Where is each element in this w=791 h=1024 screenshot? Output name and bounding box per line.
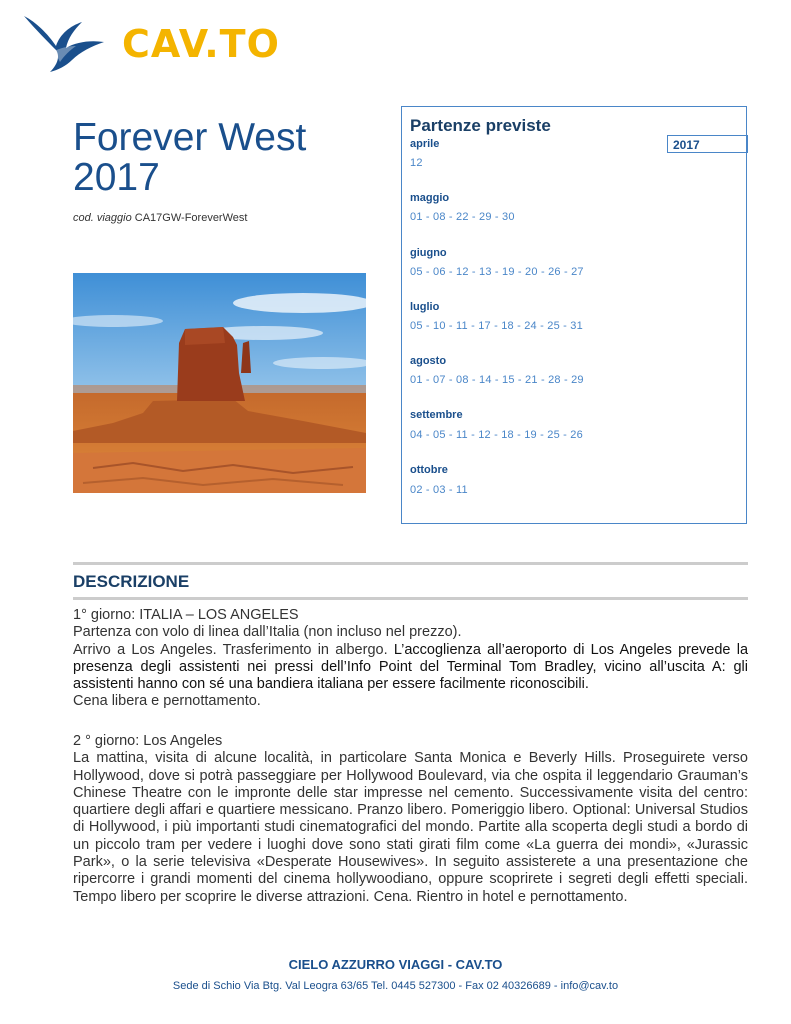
logo-text: CAV.TO xyxy=(122,22,280,66)
day-1-arrival: Arrivo a Los Angeles. Trasferimento in albergo. xyxy=(73,641,394,658)
month-luglio: luglio xyxy=(410,301,440,313)
monument-valley-photo xyxy=(73,273,366,493)
days-agosto: 01 - 07 - 08 - 14 - 15 - 21 - 28 - 29 xyxy=(410,374,584,386)
day-2-title: 2 ° giorno: Los Angeles xyxy=(73,733,223,749)
description-heading: DESCRIZIONE xyxy=(73,572,190,591)
days-giugno: 05 - 06 - 12 - 13 - 19 - 20 - 26 - 27 xyxy=(410,266,584,278)
days-ottobre: 02 - 03 - 11 xyxy=(410,484,468,496)
day-1-line-3: Cena libera e pernottamento. xyxy=(73,693,261,710)
departures-box xyxy=(401,106,747,524)
day-1-line-1: Partenza con volo di linea dall’Italia (non incluso nel prezzo). xyxy=(73,624,462,641)
days-maggio: 01 - 08 - 22 - 29 - 30 xyxy=(410,211,515,223)
title-line-2: 2017 xyxy=(73,156,160,199)
month-aprile: aprile xyxy=(410,138,440,150)
footer-company: CIELO AZZURRO VIAGGI - CAV.TO xyxy=(288,957,503,972)
divider-top xyxy=(73,562,748,565)
month-agosto: agosto xyxy=(410,355,447,367)
month-ottobre: ottobre xyxy=(410,464,448,476)
day-2-text: La mattina, visita di alcune località, in particolare Santa Monica e Beverly Hills. Proseguirete verso Hollywood, dove si potrà passeggiare per Hollywood Boulevard, via che ospita il leggendario Grauman’s Chinese Theatre con le impronte delle star impresse nel cemento. Successivamente visita del centro: quartiere degli affari e quartiere messicano. Pranzo libero. Pomeriggio libero. Optional: Universal Studios di Hollywood, i più importanti studi cinematografici del mondo. Partite alla scoperta degli studi a bordo di un piccolo tram per vedere i luoghi dove sono stati girati film come «La guerra dei mondi», «Jurassic Park», o la serie televisiva «Desperate Housewives». In seguito assisterete a una presentazione che ripercorre i grandi momenti del cinema hollywoodiano, oppure scoprirete i segreti degli effetti speciali. Tempo libero per scoprire le diverse attrazioni. Cena. Rientro in hotel e pernottamento. xyxy=(73,750,748,905)
day-1-title: 1° giorno: ITALIA – LOS ANGELES xyxy=(73,607,299,623)
days-aprile: 12 xyxy=(410,157,423,169)
month-giugno: giugno xyxy=(410,247,447,259)
trip-code-value: CA17GW-ForeverWest xyxy=(134,212,248,224)
trip-code-label: cod. viaggio xyxy=(73,212,132,224)
day-1-line-2 xyxy=(73,642,748,694)
day-1-section xyxy=(73,607,748,711)
month-maggio: maggio xyxy=(410,192,450,204)
trip-code xyxy=(73,212,247,224)
year-tab[interactable]: 2017 xyxy=(667,135,748,153)
day-1-welcome: L’accoglienza all’aeroporto di Los Angeles prevede la presenza degli assistenti nei pressi dell’Info Point del Terminal Tom Bradley, vicino all’uscita A: gli assistenti hanno con sé una bandiera italiana per essere facilmente riconoscibili. xyxy=(73,641,749,693)
divider-bottom xyxy=(73,597,748,600)
month-settembre: settembre xyxy=(410,409,463,421)
footer-address: Sede di Schio Via Btg. Val Leogra 63/65 Tel. 0445 527300 - Fax 02 40326689 - info@cav.to xyxy=(172,980,619,992)
days-luglio: 05 - 10 - 11 - 17 - 18 - 24 - 25 - 31 xyxy=(410,320,583,332)
departures-title: Partenze previste xyxy=(410,116,551,135)
day-2-section xyxy=(73,733,748,906)
logo-bird-icon xyxy=(22,12,106,74)
title-line-1: Forever West xyxy=(73,116,307,159)
page-title xyxy=(73,118,306,198)
days-settembre: 04 - 05 - 11 - 12 - 18 - 19 - 25 - 26 xyxy=(410,429,583,441)
